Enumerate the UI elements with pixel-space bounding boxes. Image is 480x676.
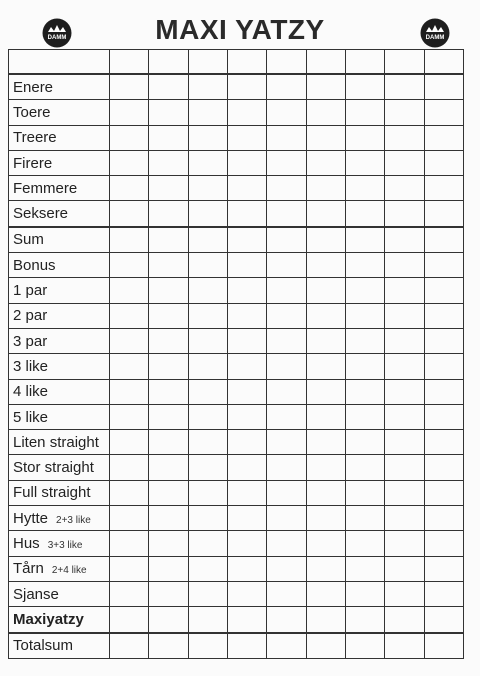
row-label [9,506,110,531]
score-cell[interactable] [345,404,384,429]
score-cell[interactable] [345,531,384,556]
row-label [9,480,110,505]
score-cell[interactable] [306,556,345,581]
score-cell[interactable] [149,506,188,531]
player-name-cell[interactable] [424,50,463,75]
player-name-cell[interactable] [385,50,424,75]
score-cell[interactable] [188,125,227,150]
score-cell[interactable] [110,74,149,100]
score-cell[interactable] [385,379,424,404]
score-cell[interactable] [306,354,345,379]
score-cell[interactable] [188,633,227,659]
table-row [9,379,464,404]
score-cell[interactable] [188,531,227,556]
score-cell[interactable] [345,455,384,480]
score-cell[interactable] [306,150,345,175]
score-cell[interactable] [188,74,227,100]
score-cell[interactable] [306,607,345,633]
table-row [9,328,464,353]
score-cell[interactable] [267,150,306,175]
score-cell[interactable] [345,176,384,201]
score-cell[interactable] [110,556,149,581]
score-cell[interactable] [424,430,463,455]
score-cell[interactable] [345,556,384,581]
row-label-text: Liten straight [13,433,99,451]
row-label-text: Stor straight [13,459,94,477]
score-cell[interactable] [227,303,266,328]
score-cell[interactable] [306,125,345,150]
row-label-text: 3 par [13,332,48,350]
score-cell[interactable] [306,633,345,659]
row-label-text: Tårn [13,560,44,578]
score-cell[interactable] [149,633,188,659]
score-cell[interactable] [345,480,384,505]
score-cell[interactable] [110,633,149,659]
score-cell[interactable] [424,607,463,633]
table-row [9,74,464,100]
header-row [9,50,464,75]
score-cell[interactable] [110,404,149,429]
score-cell[interactable] [345,74,384,100]
score-cell[interactable] [227,480,266,505]
score-cell[interactable] [110,227,149,253]
score-cell[interactable] [227,176,266,201]
score-cell[interactable] [306,581,345,606]
row-label [9,125,110,150]
score-cell[interactable] [149,201,188,227]
score-cell[interactable] [227,74,266,100]
row-label [9,430,110,455]
score-cell[interactable] [227,201,266,227]
table-row [9,303,464,328]
score-cell[interactable] [385,506,424,531]
row-label-text: 4 like [13,383,49,401]
score-cell[interactable] [110,278,149,303]
score-cell[interactable] [227,430,266,455]
score-cell[interactable] [110,354,149,379]
score-cell[interactable] [110,100,149,125]
score-cell[interactable] [227,607,266,633]
row-label-text: Firere [13,154,53,172]
score-cell[interactable] [227,581,266,606]
table-row [9,607,464,633]
score-cell[interactable] [306,531,345,556]
score-cell[interactable] [345,227,384,253]
player-name-cell[interactable] [345,50,384,75]
score-cell[interactable] [385,455,424,480]
score-cell[interactable] [267,404,306,429]
table-row [9,404,464,429]
score-cell[interactable] [149,125,188,150]
row-label-text: Hytte [13,509,49,527]
score-cell[interactable] [188,581,227,606]
row-label [9,74,110,100]
player-name-cell[interactable] [149,50,188,75]
row-label [9,581,110,606]
score-cell[interactable] [188,303,227,328]
row-label-text: Hus [13,534,40,552]
table-row [9,633,464,659]
table-row [9,253,464,278]
score-cell[interactable] [149,100,188,125]
score-cell[interactable] [267,506,306,531]
score-cell[interactable] [149,303,188,328]
header-corner-cell [9,50,110,75]
score-cell[interactable] [267,100,306,125]
row-label [9,607,110,633]
score-cell[interactable] [385,125,424,150]
score-cell[interactable] [345,581,384,606]
row-label [9,556,110,581]
score-cell[interactable] [149,556,188,581]
score-cell[interactable] [188,506,227,531]
table-row [9,278,464,303]
score-cell[interactable] [424,581,463,606]
score-cell[interactable] [267,455,306,480]
table-row [9,150,464,175]
logo-text: DAMM [47,35,67,41]
score-cell[interactable] [149,227,188,253]
row-label [9,150,110,175]
score-cell[interactable] [424,176,463,201]
score-cell[interactable] [227,633,266,659]
score-cell[interactable] [227,354,266,379]
row-label-text: 1 par [13,282,48,300]
score-cell[interactable] [306,430,345,455]
score-cell[interactable] [149,480,188,505]
score-cell[interactable] [227,227,266,253]
row-label-text: Treere [13,129,57,147]
score-cell[interactable] [267,201,306,227]
score-cell[interactable] [188,455,227,480]
score-cell[interactable] [110,379,149,404]
score-cell[interactable] [345,354,384,379]
score-cell[interactable] [188,227,227,253]
score-cell[interactable] [306,201,345,227]
score-cell[interactable] [149,404,188,429]
row-label-text: Sjanse [13,585,59,603]
score-cell[interactable] [267,227,306,253]
row-label [9,100,110,125]
score-cell[interactable] [385,227,424,253]
score-cell[interactable] [385,633,424,659]
score-cell[interactable] [424,633,463,659]
score-cell[interactable] [306,176,345,201]
score-cell[interactable] [110,150,149,175]
score-cell[interactable] [227,125,266,150]
table-row [9,506,464,531]
score-cell[interactable] [424,227,463,253]
score-cell[interactable] [267,430,306,455]
score-cell[interactable] [149,455,188,480]
score-cell[interactable] [306,74,345,100]
table-row [9,531,464,556]
score-cell[interactable] [385,74,424,100]
player-name-cell[interactable] [110,50,149,75]
row-label [9,379,110,404]
table-row [9,480,464,505]
score-cell[interactable] [424,303,463,328]
score-cell[interactable] [306,278,345,303]
row-label [9,176,110,201]
score-cell[interactable] [227,150,266,175]
score-cell[interactable] [345,100,384,125]
row-label-text: Totalsum [13,637,74,655]
score-cell[interactable] [188,379,227,404]
score-cell[interactable] [188,480,227,505]
score-cell[interactable] [188,201,227,227]
score-cell[interactable] [149,150,188,175]
score-cell[interactable] [110,430,149,455]
score-cell[interactable] [188,328,227,353]
score-cell[interactable] [424,253,463,278]
row-label [9,201,110,227]
score-cell[interactable] [110,455,149,480]
score-cell[interactable] [227,328,266,353]
score-cell[interactable] [149,581,188,606]
score-cell[interactable] [424,74,463,100]
score-cell[interactable] [385,354,424,379]
table-row [9,100,464,125]
table-row [9,125,464,150]
score-cell[interactable] [424,455,463,480]
score-cell[interactable] [188,253,227,278]
score-cell[interactable] [227,100,266,125]
score-cell[interactable] [385,201,424,227]
table-row [9,430,464,455]
score-cell[interactable] [385,176,424,201]
player-name-cell[interactable] [306,50,345,75]
table-row [9,556,464,581]
score-cell[interactable] [306,328,345,353]
logo-text: DAMM [425,35,445,41]
score-cell[interactable] [345,125,384,150]
score-cell[interactable] [149,328,188,353]
score-cell[interactable] [424,328,463,353]
score-cell[interactable] [227,404,266,429]
score-cell[interactable] [227,556,266,581]
score-cell[interactable] [227,278,266,303]
score-cell[interactable] [188,556,227,581]
row-label [9,531,110,556]
score-cell[interactable] [227,455,266,480]
score-cell[interactable] [424,100,463,125]
score-cell[interactable] [424,201,463,227]
score-cell[interactable] [424,531,463,556]
score-table [8,49,464,659]
player-name-cell[interactable] [267,50,306,75]
score-cell[interactable] [188,354,227,379]
score-cell[interactable] [110,176,149,201]
score-cell[interactable] [267,379,306,404]
score-cell[interactable] [385,328,424,353]
score-cell[interactable] [385,607,424,633]
score-cell[interactable] [267,125,306,150]
score-cell[interactable] [424,379,463,404]
table-row [9,176,464,201]
row-label [9,354,110,379]
score-cell[interactable] [188,278,227,303]
row-label-text: Full straight [13,484,91,502]
table-row [9,354,464,379]
score-cell[interactable] [345,253,384,278]
score-cell[interactable] [149,379,188,404]
table-row [9,227,464,253]
score-cell[interactable] [306,253,345,278]
score-cell[interactable] [267,278,306,303]
row-label-note: 2+3 like [56,514,91,526]
row-label-text: Toere [13,103,51,121]
score-cell[interactable] [385,556,424,581]
score-cell[interactable] [385,430,424,455]
table-row [9,581,464,606]
row-label [9,227,110,253]
score-cell[interactable] [149,278,188,303]
score-cell[interactable] [424,480,463,505]
score-cell[interactable] [424,506,463,531]
score-cell[interactable] [267,556,306,581]
score-cell[interactable] [345,201,384,227]
score-cell[interactable] [345,379,384,404]
score-cell[interactable] [345,303,384,328]
score-cell[interactable] [385,581,424,606]
score-cell[interactable] [306,404,345,429]
player-name-cell[interactable] [188,50,227,75]
score-cell[interactable] [188,150,227,175]
row-label [9,455,110,480]
score-cell[interactable] [110,607,149,633]
row-label [9,404,110,429]
score-cell[interactable] [267,176,306,201]
row-label-text: Femmere [13,179,78,197]
score-cell[interactable] [227,531,266,556]
score-cell[interactable] [306,455,345,480]
score-cell[interactable] [267,480,306,505]
score-cell[interactable] [345,633,384,659]
score-cell[interactable] [110,480,149,505]
row-label [9,253,110,278]
page-title: MAXI YATZY [155,14,325,45]
score-cell[interactable] [345,506,384,531]
row-label-text: 2 par [13,307,48,325]
score-cell[interactable] [385,278,424,303]
score-cell[interactable] [267,328,306,353]
score-cell[interactable] [227,379,266,404]
row-label [9,278,110,303]
score-cell[interactable] [267,531,306,556]
row-label [9,303,110,328]
score-cell[interactable] [110,125,149,150]
score-cell[interactable] [149,607,188,633]
score-cell[interactable] [110,253,149,278]
score-cell[interactable] [385,480,424,505]
row-label-text: Seksere [13,205,69,223]
score-cell[interactable] [345,607,384,633]
score-cell[interactable] [188,607,227,633]
score-cell[interactable] [345,278,384,303]
score-cell[interactable] [345,430,384,455]
score-cell[interactable] [345,150,384,175]
score-cell[interactable] [306,506,345,531]
score-cell[interactable] [149,253,188,278]
score-cell[interactable] [110,328,149,353]
score-cell[interactable] [424,354,463,379]
score-cell[interactable] [385,531,424,556]
row-label-text: 5 like [13,408,49,426]
row-label-text: Enere [13,78,54,96]
score-cell[interactable] [306,303,345,328]
table-row [9,455,464,480]
score-cell[interactable] [110,201,149,227]
score-cell[interactable] [149,354,188,379]
score-cell[interactable] [110,303,149,328]
score-cell[interactable] [149,74,188,100]
row-label-note: 3+3 like [47,539,83,551]
damm-logo-icon [420,18,450,48]
row-label-text: Sum [13,231,44,249]
score-cell[interactable] [385,303,424,328]
score-cell[interactable] [267,253,306,278]
score-cell[interactable] [424,556,463,581]
score-cell[interactable] [149,430,188,455]
score-cell[interactable] [424,278,463,303]
score-cell[interactable] [424,150,463,175]
score-cell[interactable] [424,125,463,150]
row-label [9,328,110,353]
score-cell[interactable] [267,303,306,328]
score-cell[interactable] [227,253,266,278]
score-cell[interactable] [306,100,345,125]
player-name-cell[interactable] [227,50,266,75]
score-cell[interactable] [424,404,463,429]
score-cell[interactable] [267,607,306,633]
score-cell[interactable] [306,480,345,505]
score-cell[interactable] [188,404,227,429]
score-cell[interactable] [110,581,149,606]
score-cell[interactable] [267,581,306,606]
score-cell[interactable] [385,150,424,175]
row-label-note: 2+4 like [51,565,87,577]
score-cell[interactable] [110,506,149,531]
score-cell[interactable] [306,227,345,253]
score-cell[interactable] [385,253,424,278]
score-cell[interactable] [267,354,306,379]
score-cell[interactable] [227,506,266,531]
score-cell[interactable] [306,379,345,404]
row-label-text: Bonus [13,256,56,274]
row-label-text: 3 like [13,357,49,375]
score-cell[interactable] [188,430,227,455]
score-cell[interactable] [385,404,424,429]
row-label-text: Maxiyatzy [13,610,84,628]
score-cell[interactable] [385,100,424,125]
row-label [9,633,110,659]
score-cell[interactable] [345,328,384,353]
score-cell[interactable] [110,531,149,556]
score-cell[interactable] [267,633,306,659]
score-cell[interactable] [149,531,188,556]
score-cell[interactable] [267,74,306,100]
score-cell[interactable] [188,100,227,125]
score-cell[interactable] [149,176,188,201]
score-cell[interactable] [188,176,227,201]
table-row [9,201,464,227]
